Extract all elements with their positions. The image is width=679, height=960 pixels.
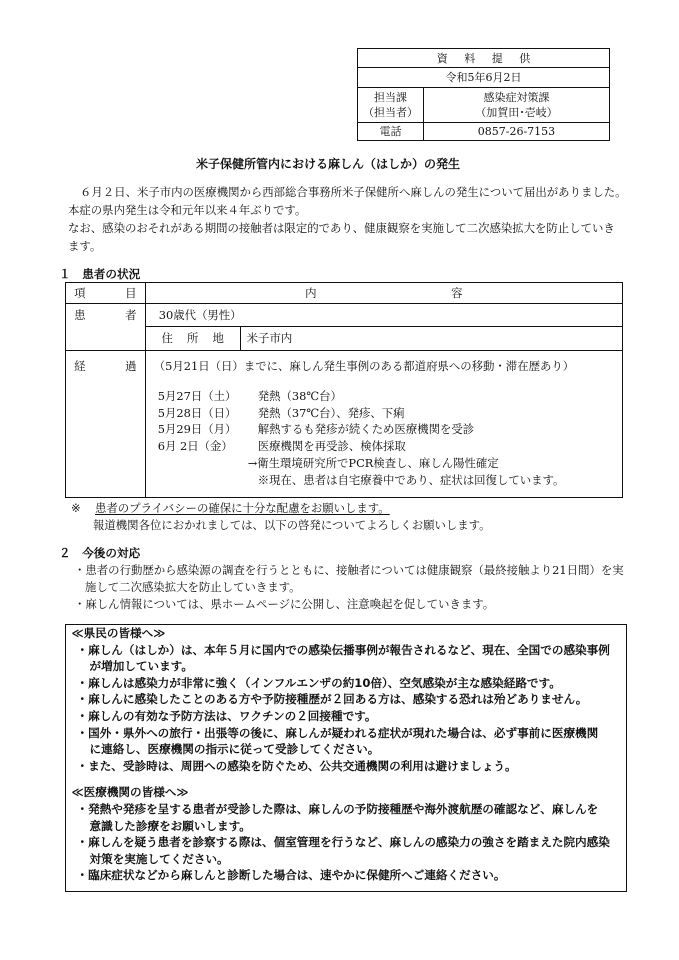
timeline-row (146, 405, 622, 422)
timeline-event: 発熱（38℃台） (257, 388, 342, 403)
course-content-cell (145, 351, 622, 498)
patient-label-cell (66, 304, 177, 351)
patient-row (66, 304, 623, 327)
privacy-note-text: 患者のプライバシーの確保に十分な配慮をお願いします。 (95, 501, 390, 515)
timeline-row (146, 421, 622, 438)
release-date: 令和5年6月2日 (358, 68, 610, 88)
timeline-date: 5月29日（月） (157, 422, 237, 437)
list-item: ・麻しん情報については、県ホームページに公開し、注意喚起を促していきます。 (74, 597, 495, 611)
timeline-event: 解熱するも発疹が続くため医療機関を受診 (257, 422, 475, 437)
timeline-date: 5月28日（日） (157, 405, 237, 420)
residents-item: ・麻しん（はしか）は、本年５月に国内での感染伝播事例が報告されるなど、現在、全国での感染事例 (76, 642, 610, 657)
department-name: 感染症対策課 (483, 91, 550, 104)
timeline-date: 6月 2日（金） (157, 439, 233, 454)
timeline-row (146, 388, 622, 405)
current-status-note: ※現在、患者は自宅療養中であり、症状は回復しています。 (257, 472, 565, 487)
table-header-row (66, 283, 623, 304)
residents-item-continuation: に連絡し、医療機関の指示に従って受診してください。 (89, 742, 380, 757)
residents-item: ・麻しんに感染したことのある方や予防接種歴が２回ある方は、感染する恐れは殆どありません。 (76, 692, 588, 707)
patient-age-sex: 30歳代（男性） (145, 304, 622, 327)
press-release-info-box (357, 48, 610, 141)
address-label-cell (145, 327, 240, 351)
header-content-cell (145, 283, 622, 304)
residents-item-continuation: が増加しています。 (89, 659, 193, 674)
course-row (66, 351, 623, 498)
medical-item: ・発熱や発疹を呈する患者が受診した際は、麻しんの予防接種歴や海外渡航歴の確認など、麻しんを (76, 801, 599, 816)
intro-line: ます。 (68, 239, 102, 253)
department-value-cell (423, 88, 609, 123)
info-box-heading: 資料提供 (436, 51, 547, 65)
pcr-confirmation: →衛生環境研究所でPCR検査し、麻しん陽性確定 (247, 455, 499, 470)
residents-item: ・また、受診時は、周囲への感染を防ぐため、公共交通機関の利用は避けましょう。 (76, 758, 517, 773)
intro-line: 本症の県内発生は令和元年以来４年ぶりです。 (68, 203, 307, 217)
header-item: 項目 (74, 285, 177, 300)
privacy-note (71, 500, 390, 517)
residents-item: ・国外・県外への旅行・出張等の後に、麻しんが疑われる症状が現れた場合は、必ず事前に医療機関 (76, 725, 599, 740)
medical-item: ・臨床症状などから麻しんと診断した場合は、速やかに保健所へご連絡ください。 (76, 868, 506, 883)
address-label: 住所地 (161, 331, 238, 346)
residents-heading: ≪県民の皆様へ≫ (71, 626, 166, 640)
patient-label: 患者 (74, 308, 177, 322)
medical-item: ・麻しんを疑う患者を診察する際は、個室管理を行うなど、麻しんの感染力の強さを踏まえた院内感染 (76, 835, 610, 850)
intro-paragraph (68, 183, 627, 255)
timeline-event: 発熱（37℃台）、発疹、下痢 (257, 405, 405, 420)
note-mark: ※ (71, 501, 81, 515)
medical-item-continuation: 意識した診療をお願いします。 (89, 818, 251, 833)
list-item-continuation: 施して二次感染拡大を防止していきます。 (85, 580, 301, 594)
course-label-cell (66, 351, 177, 498)
residents-item: ・麻しんの有効な予防方法は、ワクチンの２回接種です。 (76, 708, 377, 723)
course-label: 経過 (74, 359, 177, 373)
contact-person-label: （担当者） (362, 106, 418, 119)
travel-history-note: （5月21日（日）までに、麻しん発生事例のある都道府県への移動・滞在歴あり） (153, 359, 575, 373)
list-item: ・患者の行動歴から感染源の調査を行うとともに、接触者については健康観察（最終接触より21日間）を実 (74, 563, 624, 577)
intro-line: なお、感染のおそれがある期間の接触者は限定的であり、健康観察を実施して二次感染拡大を防止していき (68, 221, 615, 235)
contact-person-names: （加賀田･壱岐） (475, 106, 558, 119)
patient-status-table (65, 282, 623, 498)
phone-label: 電話 (358, 123, 424, 141)
timeline-date: 5月27日（土） (157, 388, 237, 403)
medical-heading: ≪医療機関の皆様へ≫ (71, 785, 189, 800)
info-box-heading-cell (358, 49, 610, 68)
future-response-list (74, 562, 624, 613)
residents-item: ・麻しんは感染力が非常に強く（インフルエンザの約10倍）、空気感染が主な感染経路です。 (76, 675, 561, 690)
public-notice-box (65, 624, 627, 892)
address-row (66, 327, 623, 351)
timeline-event: 医療機関を再受診、検体採取 (257, 439, 406, 454)
medical-item-continuation: 対策を実施してください。 (89, 851, 229, 866)
intro-line: ６月２日、米子市内の医療機関から西部総合事務所米子保健所へ麻しんの発生について届出がありました。 (80, 185, 627, 199)
department-label-cell (358, 88, 424, 123)
timeline-row (146, 438, 622, 455)
header-content: 内容 (305, 285, 598, 300)
press-request: 報道機関各位におかれましては、以下の啓発についてよろしくお願いします。 (93, 518, 491, 532)
department-label: 担当課 (373, 91, 407, 104)
document-title: 米子保健所管内における麻しん（はしか）の発生 (196, 157, 461, 171)
header-item-cell (66, 283, 177, 304)
address-value: 米子市内 (240, 327, 622, 351)
phone-number: 0857-26-7153 (423, 123, 609, 141)
section-2-heading: ２ 今後の対応 (59, 546, 141, 560)
section-1-heading: １ 患者の状況 (59, 267, 141, 281)
